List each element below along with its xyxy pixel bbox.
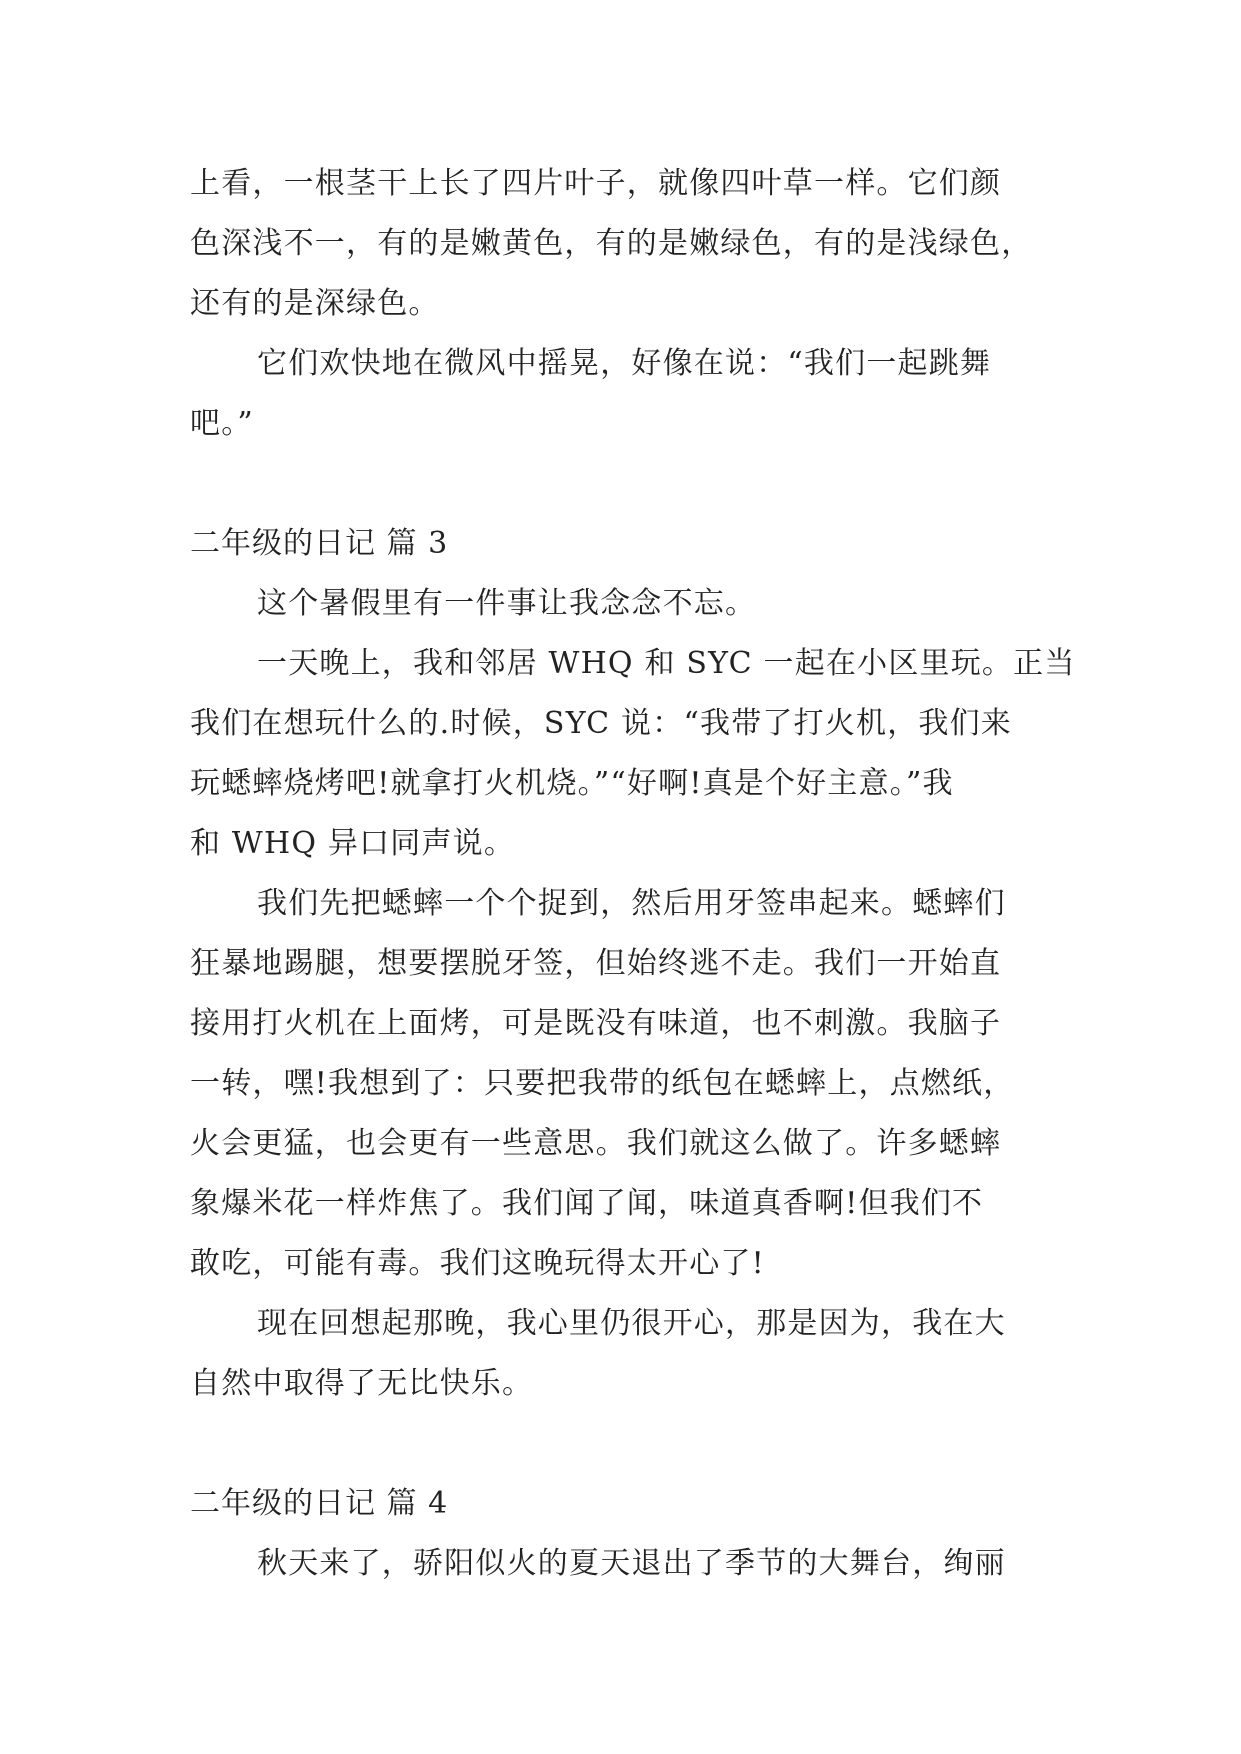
paragraph-line: 和 WHQ 异口同声说。 <box>190 826 516 861</box>
paragraph-line: 自然中取得了无比快乐。 <box>190 1366 534 1401</box>
paragraph-line: 狂暴地踢腿，想要摆脱牙签，但始终逃不走。我们一开始直 <box>190 946 1002 981</box>
paragraph-line: 吧。” <box>190 406 254 441</box>
paragraph-line: 一天晚上，我和邻居 WHQ 和 SYC 一起在小区里玩。正当 <box>257 646 1076 681</box>
paragraph-line: 上看，一根茎干上长了四片叶子，就像四叶草一样。它们颜 <box>190 166 1002 201</box>
paragraph-line: 接用打火机在上面烤，可是既没有味道，也不刺激。我脑子 <box>190 1006 1002 1041</box>
paragraph-line: 还有的是深绿色。 <box>190 286 440 321</box>
paragraph-line: 秋天来了，骄阳似火的夏天退出了季节的大舞台，绚丽 <box>257 1546 1006 1581</box>
paragraph-line: 它们欢快地在微风中摇晃，好像在说：“我们一起跳舞 <box>257 346 992 381</box>
paragraph-line: 色深浅不一，有的是嫩黄色，有的是嫩绿色，有的是浅绿色， <box>190 226 1033 261</box>
section-heading-3: 二年级的日记 篇 3 <box>190 526 449 561</box>
paragraph-line: 一转，嘿!我想到了：只要把我带的纸包在蟋蟀上，点燃纸， <box>190 1066 1015 1101</box>
paragraph-line: 玩蟋蟀烧烤吧!就拿打火机烧。”“好啊!真是个好主意。”我 <box>190 766 954 801</box>
paragraph-line: 我们先把蟋蟀一个个捉到，然后用牙签串起来。蟋蟀们 <box>257 886 1006 921</box>
paragraph-line: 火会更猛，也会更有一些意思。我们就这么做了。许多蟋蟀 <box>190 1126 1002 1161</box>
paragraph-line: 我们在想玩什么的.时候，SYC 说：“我带了打火机，我们来 <box>190 706 1012 741</box>
section-heading-4: 二年级的日记 篇 4 <box>190 1486 449 1521</box>
paragraph-line: 象爆米花一样炸焦了。我们闻了闻，味道真香啊!但我们不 <box>190 1186 984 1221</box>
paragraph-line: 这个暑假里有一件事让我念念不忘。 <box>257 586 757 621</box>
paragraph-line: 现在回想起那晚，我心里仍很开心，那是因为，我在大 <box>257 1306 1006 1341</box>
paragraph-line: 敢吃，可能有毒。我们这晚玩得太开心了! <box>190 1246 765 1281</box>
